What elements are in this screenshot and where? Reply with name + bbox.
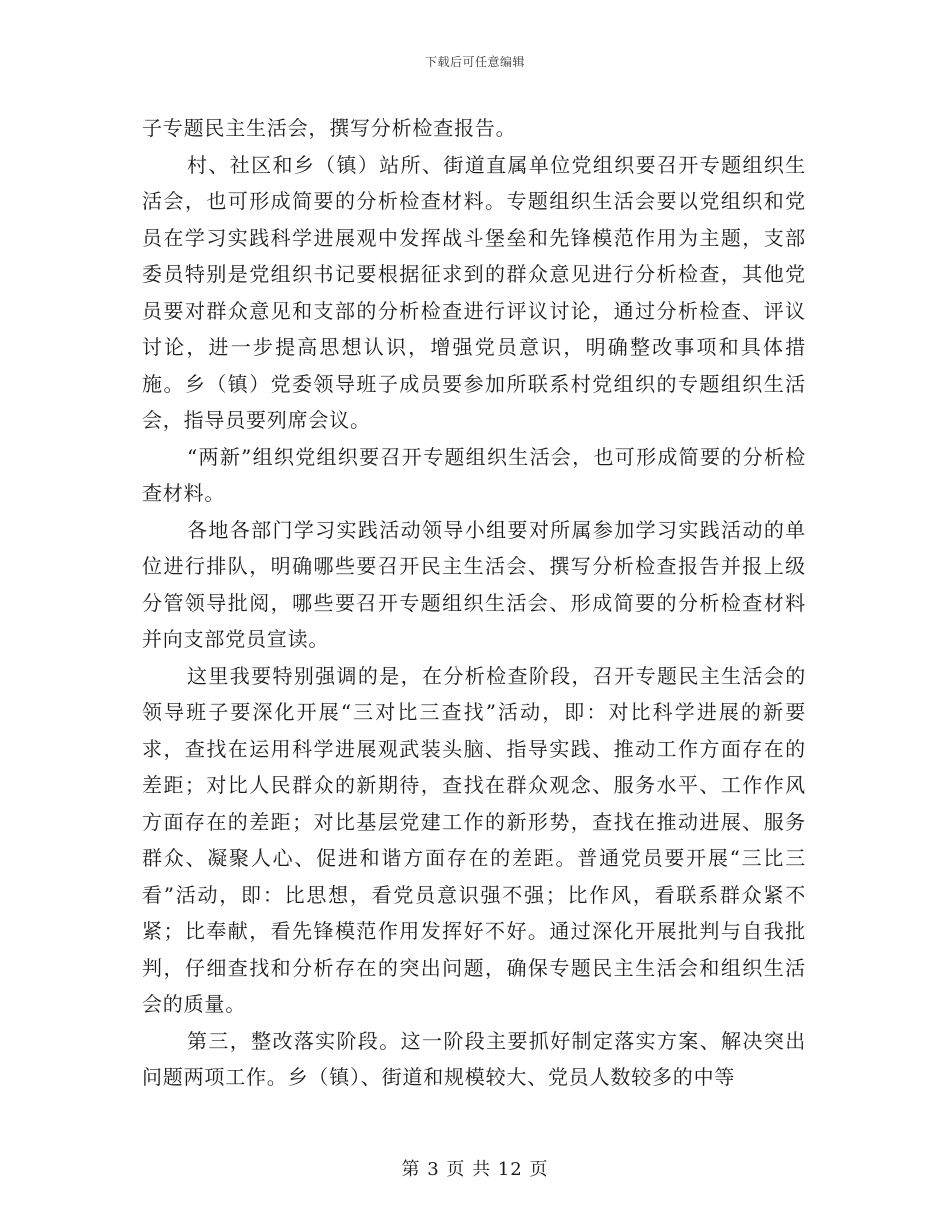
paragraph-5: 这里我要特别强调的是，在分析检查阶段，召开专题民主生活会的领导班子要深化开展“三对比三查找”活动，即：对比科学进展的新要求，查找在运用科学进展观武装头脑、指导实践、推动工作方面存在的差距；对比人民群众的新期待，查找在群众观念、服务水平、工作作风方面存在的差距；对比基层党建工作的新形势，查找在推动进展、服务群众、凝聚人心、促进和谐方面存在的差距。普通党员要开展“三比三看”活动，即：比思想，看党员意识强不强；比作风，看联系群众紧不紧；比奉献，看先锋模范作用发挥好不好。通过深化开展批判与自我批判，仔细查找和分析存在的突出问题，确保专题民主生活会和组织生活会的质量。: [142, 663, 806, 1016]
header-note: 下载后可任意编辑: [424, 55, 525, 69]
paragraph-1: 子专题民主生活会，撰写分析检查报告。: [142, 116, 517, 140]
paragraph-2: 村、社区和乡（镇）站所、街道直属单位党组织要召开专题组织生活会，也可形成简要的分析检查材料。专题组织生活会要以党组织和党员在学习实践科学进展观中发挥战斗堡垒和先锋模范作用为主题，支部委员特别是党组织书记要根据征求到的群众意见进行分析检查，其他党员要对群众意见和支部的分析检查进行评议讨论，通过分析检查、评议讨论，进一步提高思想认识，增强党员意识，明确整改事项和具体措施。乡（镇）党委领导班子成员要参加所联系村党组织的专题组织生活会，指导员要列席会议。: [142, 152, 806, 432]
page-number-footer: 第 3 页 共 12 页: [401, 1159, 549, 1180]
paragraph-6: 第三，整改落实阶段。这一阶段主要抓好制定落实方案、解决突出问题两项工作。乡（镇）、街道和规模较大、党员人数较多的中等: [142, 1028, 806, 1089]
paragraph-4: 各地各部门学习实践活动领导小组要对所属参加学习实践活动的单位进行排队，明确哪些要召开民主生活会、撰写分析检查报告并报上级分管领导批阅，哪些要召开专题组织生活会、形成简要的分析检查材料并向支部党员宣读。: [142, 517, 806, 651]
document-body: [142, 110, 806, 1096]
paragraph-3: “两新”组织党组织要召开专题组织生活会，也可形成简要的分析检查材料。: [142, 444, 806, 505]
